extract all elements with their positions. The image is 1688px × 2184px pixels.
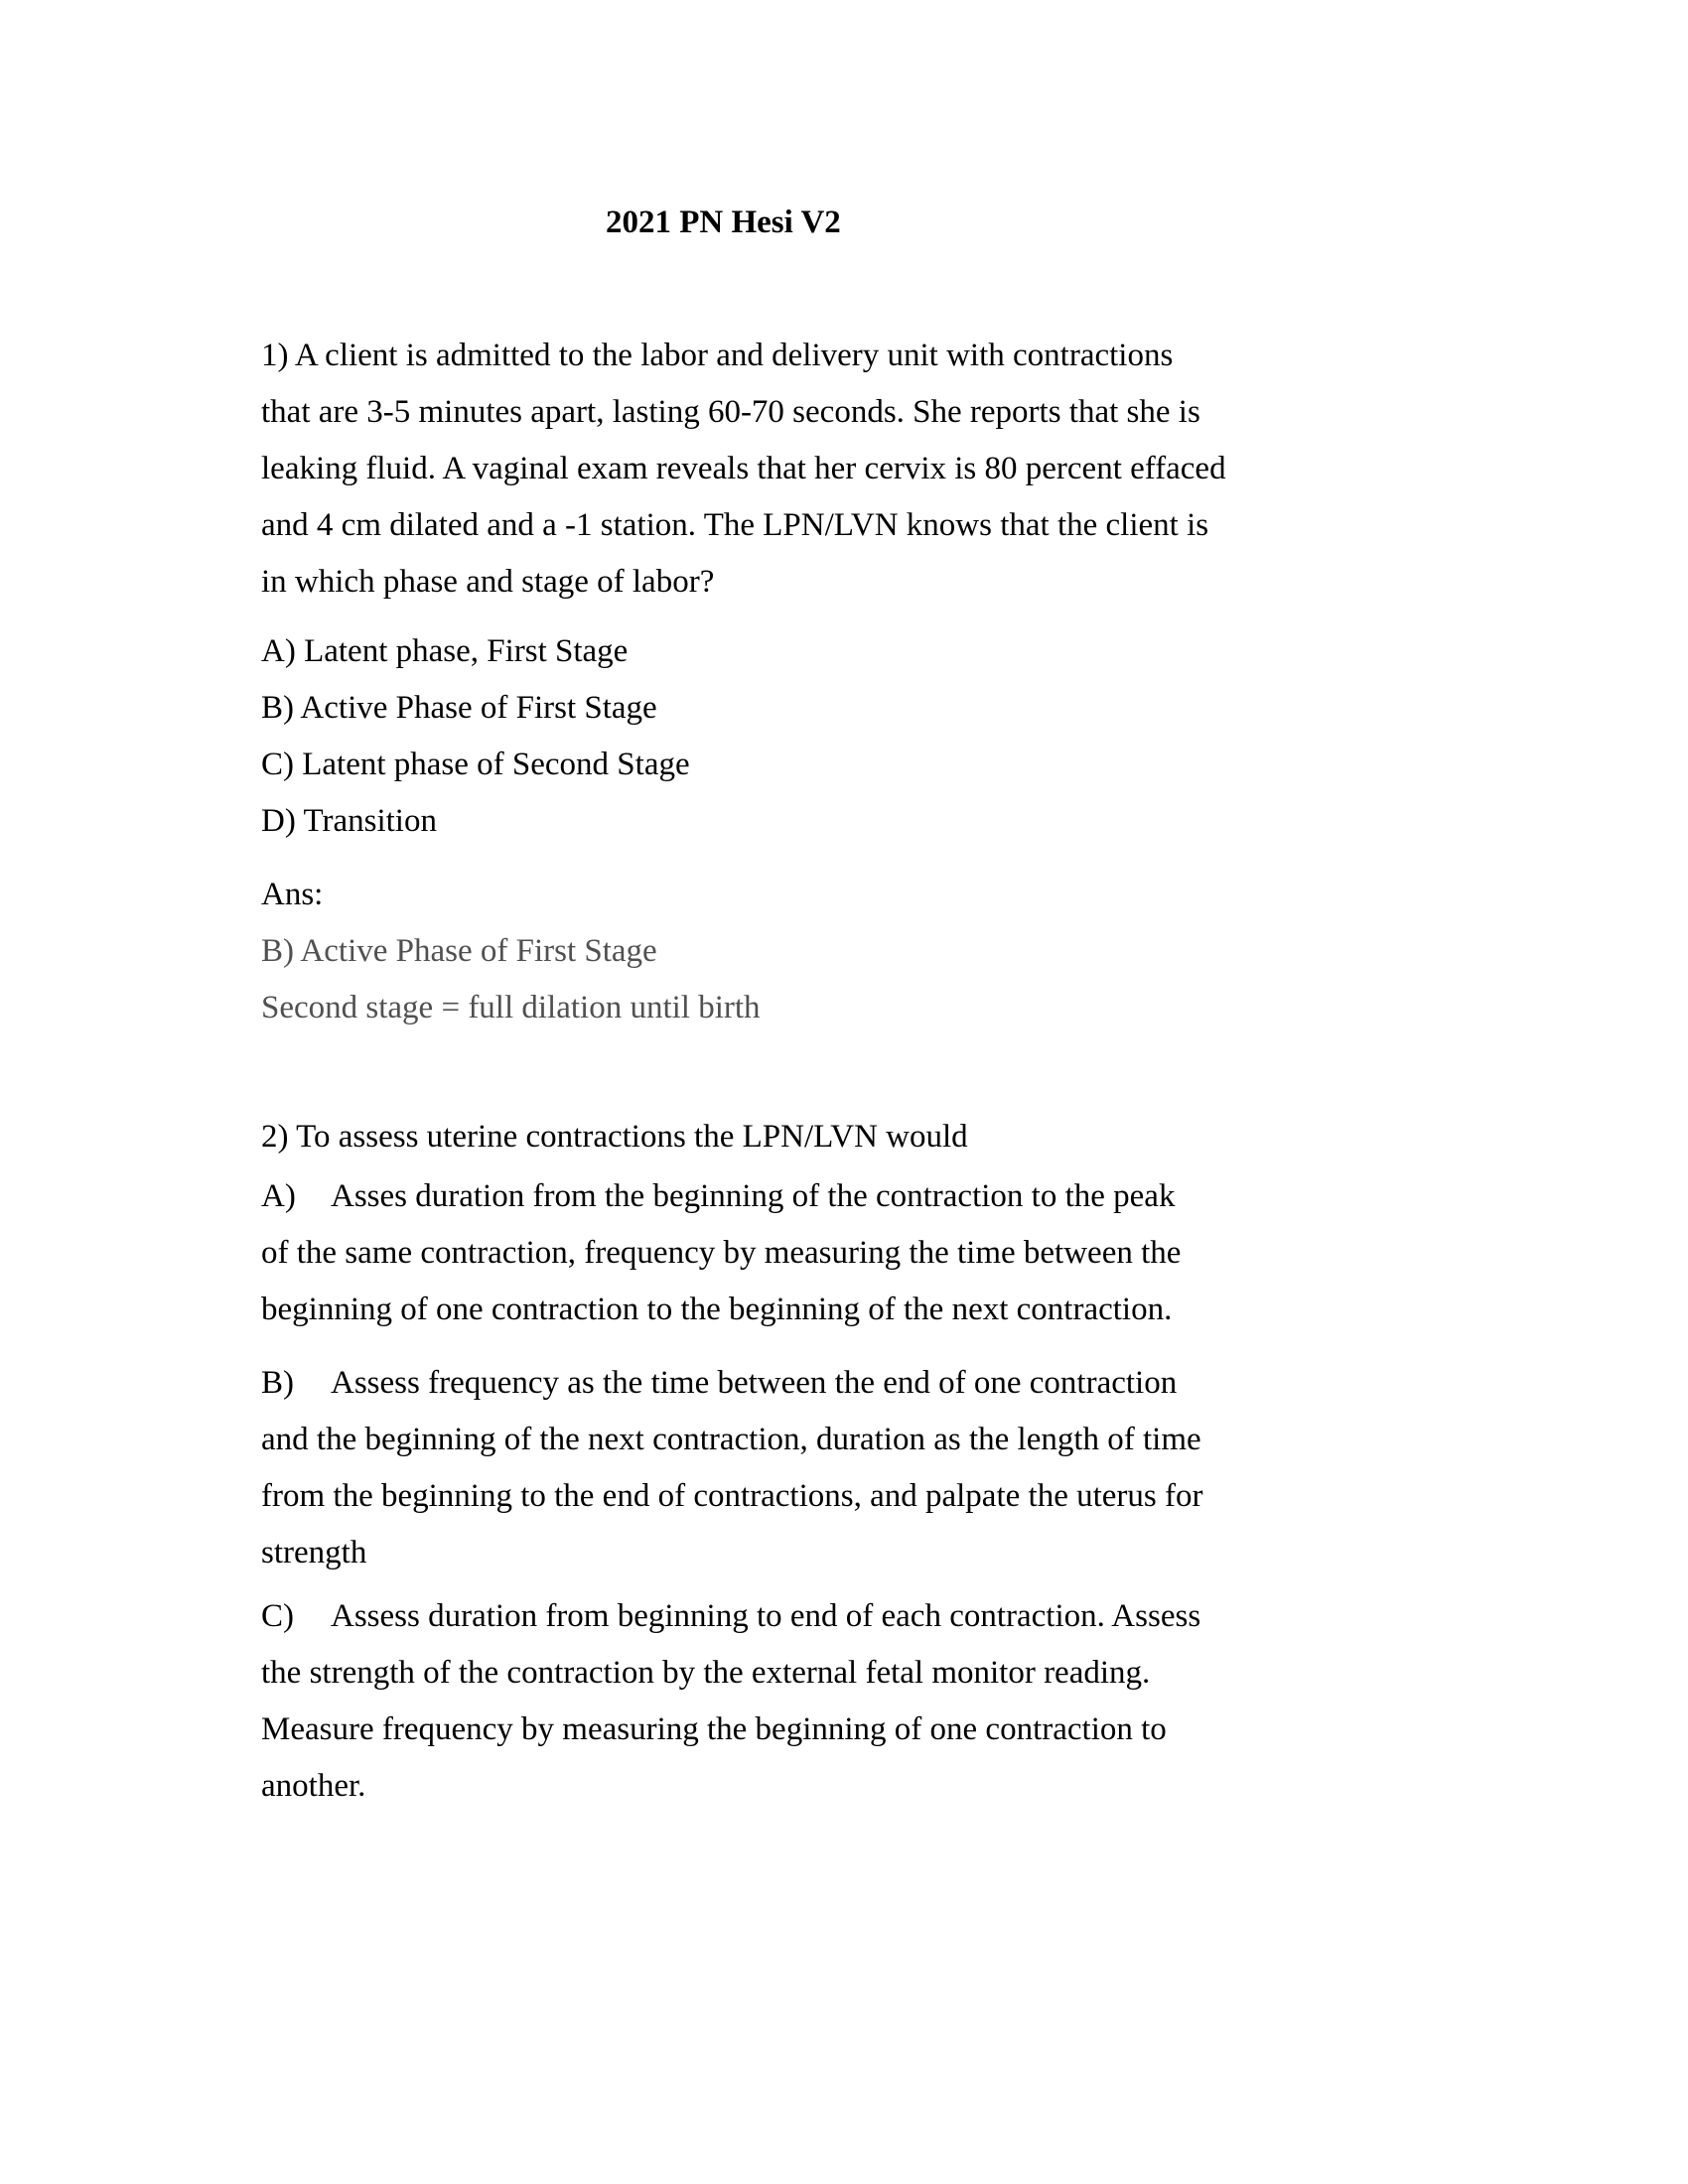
question-2-option-b — [261, 1355, 1443, 1581]
question-1-option-a: A) Latent phase, First Stage — [261, 633, 629, 669]
option-text: Assess duration from beginning to end of each contraction. Assess — [331, 1598, 1201, 1634]
option-line: the strength of the contraction by the external fetal monitor reading. — [261, 1655, 1151, 1691]
option-line: strength — [261, 1535, 367, 1570]
option-letter-a: A) — [261, 1178, 296, 1214]
question-2-option-c — [261, 1588, 1443, 1815]
question-2-option-a — [261, 1168, 1443, 1338]
option-text: Asses duration from the beginning of the contraction to the peak — [331, 1178, 1176, 1214]
question-1-option-b: B) Active Phase of First Stage — [261, 690, 657, 726]
question-1-stem — [261, 328, 1443, 611]
stem-line: 1) A client is admitted to the labor and delivery unit with contractions — [261, 338, 1174, 373]
option-line: of the same contraction, frequency by measuring the time between the — [261, 1235, 1182, 1271]
option-line: and the beginning of the next contraction, duration as the length of time — [261, 1422, 1201, 1457]
question-1-option-d: D) Transition — [261, 803, 437, 839]
question-1-option-c: C) Latent phase of Second Stage — [261, 747, 690, 782]
document-content — [261, 195, 1443, 1815]
option-letter-b: B) — [261, 1365, 294, 1401]
stem-line: leaking fluid. A vaginal exam reveals that her cervix is 80 percent effaced — [261, 451, 1226, 486]
option-letter-c: C) — [261, 1598, 294, 1634]
option-first-line — [261, 1355, 1443, 1412]
answer-line: Second stage = full dilation until birth — [261, 990, 761, 1025]
option-text: Assess frequency as the time between the end of one contraction — [331, 1365, 1178, 1401]
question-1-answer — [261, 923, 1443, 1036]
question-1-options — [261, 623, 1443, 850]
stem-line: and 4 cm dilated and a -1 station. The LPN/LVN knows that the client is — [261, 507, 1209, 543]
question-2-stem: 2) To assess uterine contractions the LPN/LVN would — [261, 1119, 968, 1155]
option-line: another. — [261, 1768, 366, 1804]
option-line: Measure frequency by measuring the beginning of one contraction to — [261, 1711, 1167, 1747]
answer-label: Ans: — [261, 877, 324, 912]
answer-line: B) Active Phase of First Stage — [261, 933, 657, 969]
option-first-line — [261, 1168, 1443, 1225]
option-line: from the beginning to the end of contractions, and palpate the uterus for — [261, 1478, 1203, 1514]
option-line: beginning of one contraction to the beginning of the next contraction. — [261, 1292, 1173, 1327]
option-first-line — [261, 1588, 1443, 1645]
stem-line: in which phase and stage of labor? — [261, 564, 715, 600]
stem-line: that are 3-5 minutes apart, lasting 60-70 seconds. She reports that she is — [261, 394, 1200, 430]
document-title: 2021 PN Hesi V2 — [606, 205, 841, 240]
